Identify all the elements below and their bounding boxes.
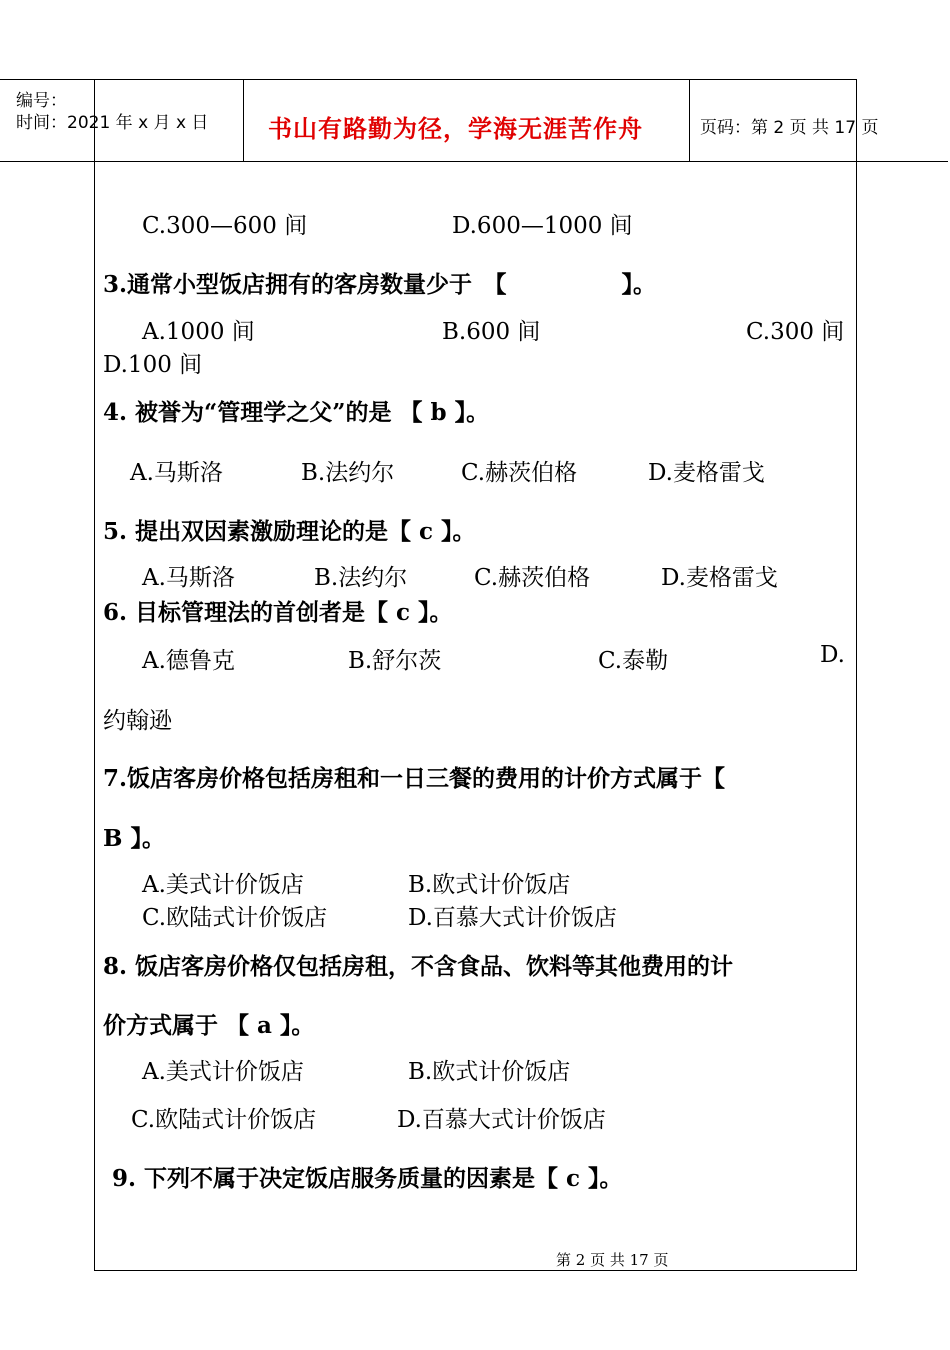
- footer-page-number: 第 2 页 共 17 页: [556, 1251, 669, 1269]
- question-7-line2: B 】。: [103, 825, 165, 852]
- q5-option-b: B.法约尔: [314, 565, 408, 591]
- page-frame-left: [94, 79, 95, 1271]
- q4-option-a: A.马斯洛: [130, 460, 223, 486]
- q7-option-c: C.欧陆式计价饭店: [142, 905, 328, 931]
- q7-option-b: B.欧式计价饭店: [408, 872, 571, 898]
- q5-option-c: C.赫茨伯格: [474, 565, 591, 591]
- document-number-label: 编号：: [16, 91, 67, 111]
- q8-option-a: A.美式计价饭店: [142, 1059, 304, 1085]
- question-5: 5. 提出双因素激励理论的是【 c 】。: [103, 518, 476, 545]
- q6-option-d-text: 约翰逊: [103, 708, 172, 734]
- q7-option-d: D.百慕大式计价饭店: [408, 905, 617, 931]
- q3-option-b: B.600 间: [442, 319, 541, 345]
- question-8-line1: 8. 饭店客房价格仅包括房租，不含食品、饮料等其他费用的计: [103, 953, 734, 980]
- page-frame-bottom: [94, 1270, 857, 1271]
- q7-option-a: A.美式计价饭店: [142, 872, 304, 898]
- q4-option-d: D.麦格雷戈: [648, 460, 765, 486]
- question-9: 9. 下列不属于决定饭店服务质量的因素是【 c 】。: [112, 1165, 623, 1192]
- header-page-label: 页码：第 2 页 共 17 页: [700, 118, 879, 138]
- q2-option-d: D.600—1000 间: [452, 213, 633, 239]
- header-bottom-rule: [0, 161, 948, 162]
- q8-option-b: B.欧式计价饭店: [408, 1059, 571, 1085]
- question-8-line2: 价方式属于 【 a 】。: [103, 1012, 315, 1039]
- question-3: 3.通常小型饭店拥有的客房数量少于 【 】。: [103, 271, 657, 298]
- question-6: 6. 目标管理法的首创者是【 c 】。: [103, 599, 453, 626]
- q6-option-d-prefix: D.: [820, 642, 845, 668]
- header-slogan: 书山有路勤为径，学海无涯苦作舟: [268, 115, 643, 143]
- q3-option-d: D.100 间: [103, 352, 203, 378]
- q2-option-c: C.300—600 间: [142, 213, 308, 239]
- q6-option-b: B.舒尔茨: [348, 648, 442, 674]
- q5-option-d: D.麦格雷戈: [661, 565, 778, 591]
- q3-option-a: A.1000 间: [142, 319, 255, 345]
- q6-option-c: C.泰勒: [598, 648, 669, 674]
- header-divider-left: [243, 79, 244, 161]
- q4-option-c: C.赫茨伯格: [461, 460, 578, 486]
- document-date-label: 时间：2021 年 x 月 x 日: [16, 113, 209, 133]
- q5-option-a: A.马斯洛: [142, 565, 235, 591]
- page-frame-right: [856, 79, 857, 1271]
- question-7-line1: 7.饭店客房价格包括房租和一日三餐的费用的计价方式属于【: [103, 765, 726, 792]
- q8-option-c: C.欧陆式计价饭店: [131, 1107, 317, 1133]
- q4-option-b: B.法约尔: [301, 460, 395, 486]
- q3-option-c: C.300 间: [746, 319, 845, 345]
- header-top-rule: [0, 79, 857, 80]
- header-divider-right: [689, 79, 690, 161]
- question-4: 4. 被誉为“管理学之父”的是 【 b 】。: [103, 399, 490, 426]
- q6-option-a: A.德鲁克: [142, 648, 235, 674]
- q8-option-d: D.百慕大式计价饭店: [397, 1107, 606, 1133]
